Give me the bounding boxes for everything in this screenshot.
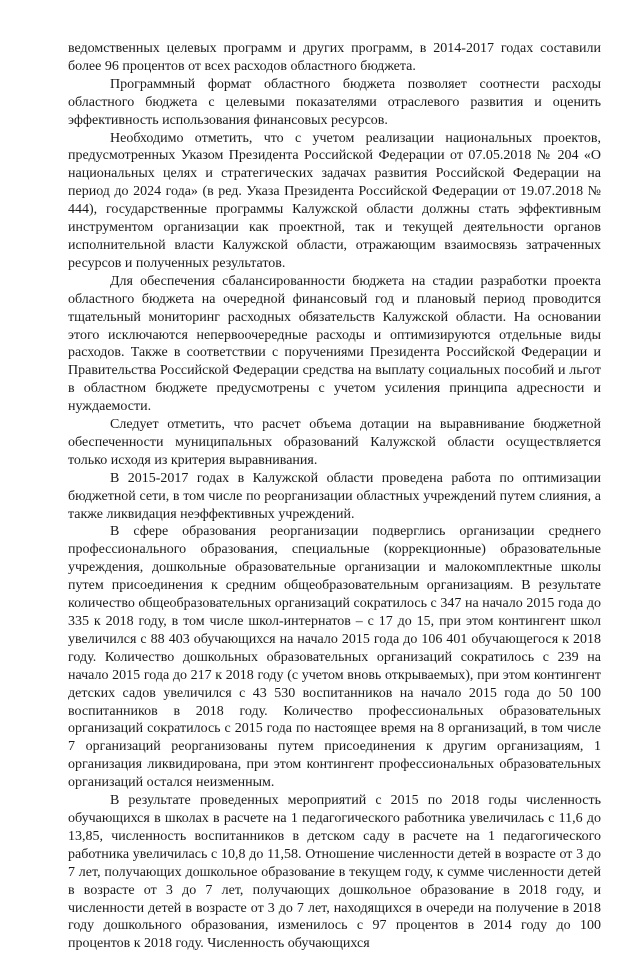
paragraph-7: В сфере образования реорганизации подверглись организации среднего профессионального образования, специальные (коррекционные) образовательные учреждения, дошкольные образовательные организации и малокомплектные школы путем присоединения к средним общеобразовательным организациям. В результате количество общеобразовательных организаций сократилось с 347 на начало 2015 года до 335 к 2018 году, в том числе школ-интернатов – с 17 до 15, при этом контингент школ увеличился с 88 403 обучающихся на начало 2015 года до 106 401 обучающегося к 2018 году. Количество дошкольных образовательных организаций сократилось с 239 на начало 2015 года до 217 к 2018 году (с учетом вновь открываемых), при этом контингент детских садов увеличился с 43 530 воспитанников на начало 2015 года до 50 100 воспитанников в 2018 году. Количество профессиональных образовательных организаций сократилось с 2015 года по настоящее время на 8 организаций, в том числе 7 организаций реорганизованы путем присоединения к другим организациям, 1 организация ликвидирована, при этом контингент профессиональных образовательных организаций остался неизменным. [68, 524, 601, 791]
document-page [68, 40, 601, 952]
paragraph-3: Необходимо отметить, что с учетом реализации национальных проектов, предусмотренных Указом Президента Российской Федерации от 07.05.2018 № 204 «О национальных целях и стратегических задачах развития Российской Федерации на период до 2024 года» (в ред. Указа Президента Российской Федерации от 19.07.2018 № 444), государственные программы Калужской области должны стать эффективным инструментом организации как проектной, так и текущей деятельности органов исполнительной власти Калужской области, отражающим взаимосвязь затраченных ресурсов и полученных результатов. [68, 130, 601, 271]
paragraph-2: Программный формат областного бюджета позволяет соотнести расходы областного бюджета с целевыми показателями отраслевого развития и оценить эффективность использования финансовых ресурсов. [68, 76, 601, 128]
paragraph-1: ведомственных целевых программ и других программ, в 2014-2017 годах составили более 96 процентов от всех расходов областного бюджета. [68, 41, 601, 74]
paragraph-6: В 2015-2017 годах в Калужской области проведена работа по оптимизации бюджетной сети, в том числе по реорганизации областных учреждений путем слияния, а также ликвидация неэффективных учреждений. [68, 470, 601, 522]
paragraph-5: Следует отметить, что расчет объема дотации на выравнивание бюджетной обеспеченности муниципальных образований Калужской области осуществляется только исходя из критерия выравнивания. [68, 417, 601, 468]
paragraph-8: В результате проведенных мероприятий с 2015 по 2018 годы численность обучающихся в школах в расчете на 1 педагогического работника увеличилась с 11,6 до 13,85, численность воспитанников в детском саду в расчете на 1 педагогического работника увеличилась с 10,8 до 11,58. Отношение численности детей в возрасте от 3 до 7 лет, получающих дошкольное образование в текущем году, к сумме численности детей в возрасте от 3 до 7 лет, получающих дошкольное образование в 2018 году, и численности детей в возрасте от 3 до 7 лет, находящихся в очереди на получение в 2018 году дошкольного образования, изменилось с 97 процентов в 2014 году до 100 процентов к 2018 году. Численность обучающихся [68, 793, 601, 952]
paragraph-4: Для обеспечения сбалансированности бюджета на стадии разработки проекта областного бюджета на очередной финансовый год и плановый период проводится тщательный мониторинг расходных обязательств Калужской области. На основании этого исключаются непервоочередные расходы и оптимизируются отдельные виды расходов. Также в соответствии с поручениями Президента Российской Федерации и Правительства Российской Федерации средства на выплату социальных пособий и льгот в областном бюджете предусмотрены с учетом усиления принципа адресности и нуждаемости. [68, 273, 601, 415]
